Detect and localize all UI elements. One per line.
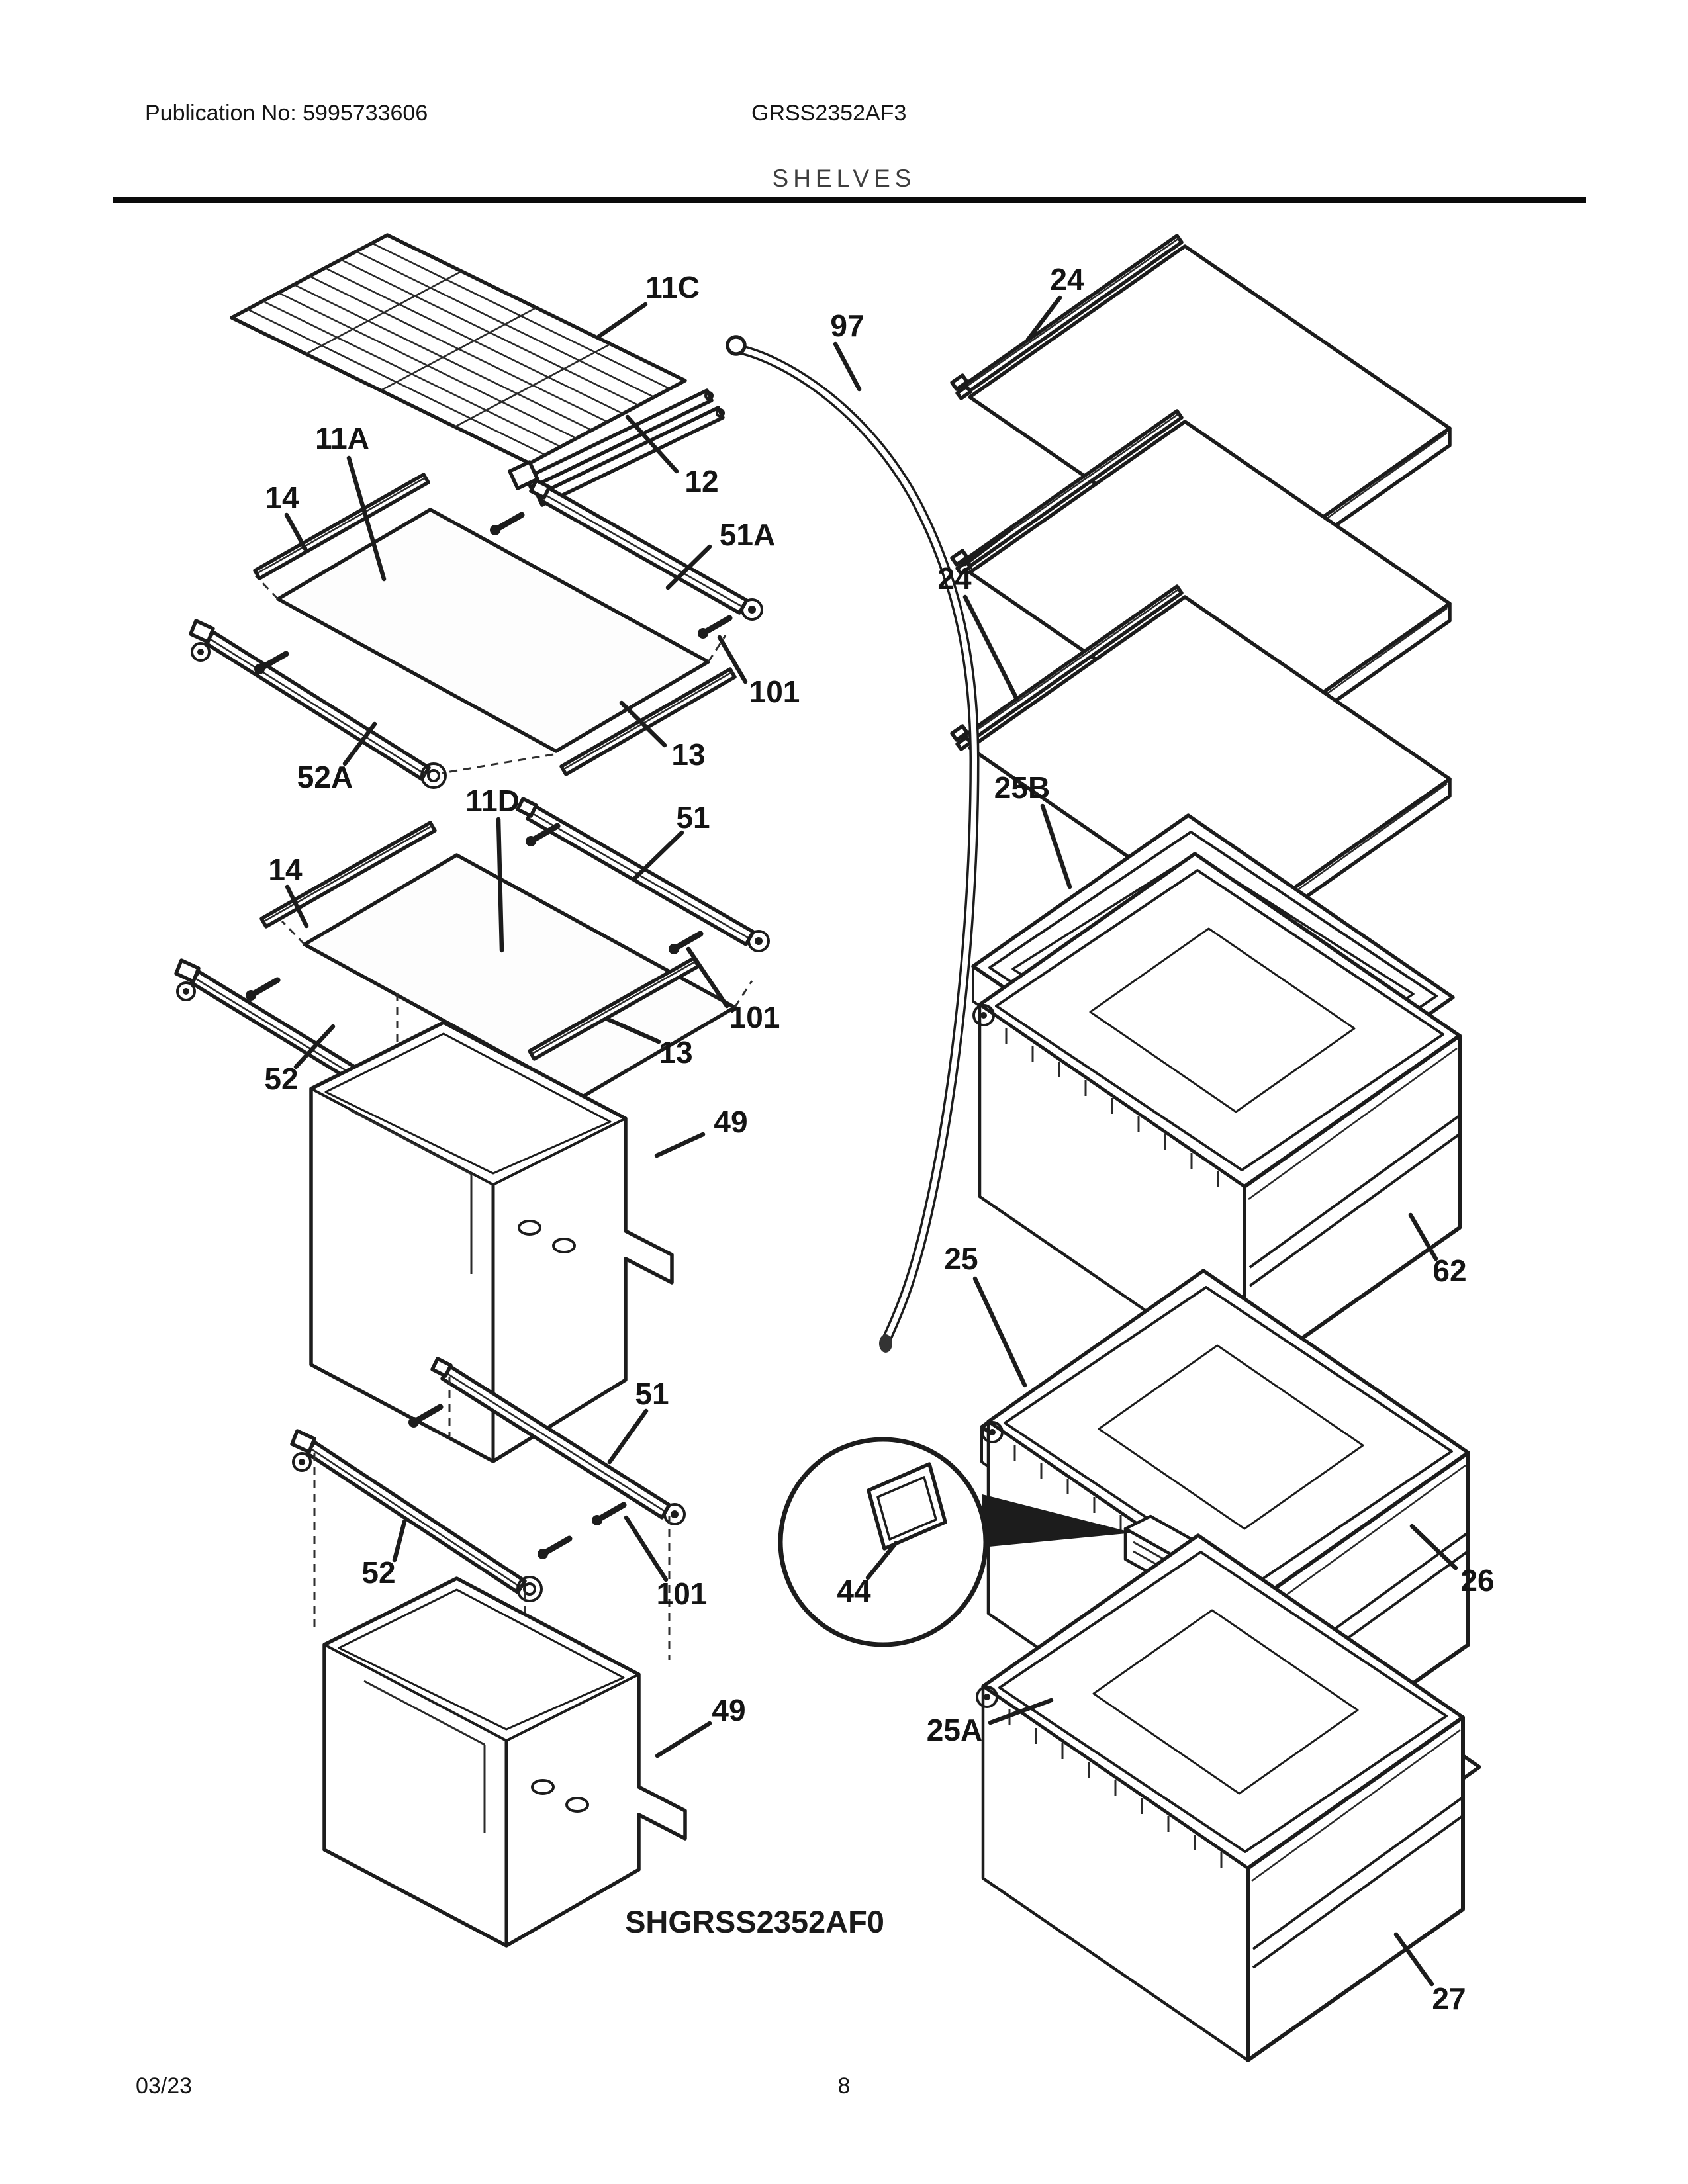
- part-label-49-lower: 49: [712, 1693, 746, 1727]
- part-label-51a: 51A: [719, 518, 776, 552]
- part-label-26: 26: [1460, 1563, 1495, 1598]
- part-label-27: 27: [1432, 1981, 1466, 2016]
- part-label-14-lower: 14: [268, 852, 303, 887]
- part-label-51-lower: 51: [635, 1377, 669, 1411]
- part-label-101-a: 101: [749, 674, 800, 709]
- part-label-97: 97: [830, 308, 865, 343]
- part-label-52-lower: 52: [361, 1555, 396, 1590]
- part-label-12: 12: [684, 464, 719, 498]
- part-label-24-top: 24: [1050, 262, 1084, 296]
- footer-page-number: 8: [837, 2073, 851, 2099]
- model-number: GRSS2352AF3: [751, 101, 907, 126]
- section-title: SHELVES: [772, 165, 916, 192]
- leader-11c: [599, 304, 645, 336]
- part-label-52a: 52A: [297, 760, 353, 794]
- wire-shelf-11c: [232, 235, 685, 463]
- part-label-51-upper: 51: [676, 800, 710, 835]
- leader-25b: [1043, 806, 1070, 887]
- part-label-11d: 11D: [465, 784, 520, 818]
- leader-97: [835, 344, 859, 389]
- footer-date: 03/23: [136, 2073, 193, 2099]
- part-label-25a: 25A: [926, 1713, 983, 1747]
- part-label-13-a: 13: [671, 737, 706, 772]
- part-label-11c: 11C: [645, 270, 700, 304]
- leader-49-upper: [657, 1134, 703, 1156]
- diagram-code: SHGRSS2352AF0: [625, 1904, 884, 1939]
- water-tube-97: [727, 337, 974, 1353]
- leader-51-lower: [610, 1411, 646, 1462]
- leader-25: [975, 1279, 1025, 1385]
- leader-49-lower: [657, 1723, 710, 1756]
- leader-14-upper: [287, 515, 305, 549]
- part-label-44: 44: [837, 1574, 871, 1608]
- part-label-52-upper: 52: [264, 1062, 299, 1096]
- bin-49-lower: [324, 1578, 685, 1946]
- part-label-25b: 25B: [994, 770, 1051, 805]
- part-label-25: 25: [944, 1242, 978, 1276]
- part-label-11a: 11A: [315, 421, 369, 455]
- part-label-13-b: 13: [659, 1035, 693, 1069]
- publication-number: Publication No: 5995733606: [145, 101, 428, 126]
- part-label-14-upper: 14: [265, 480, 299, 515]
- part-label-101-b: 101: [729, 1000, 780, 1034]
- part-label-62: 62: [1432, 1253, 1467, 1288]
- part-label-49-upper: 49: [714, 1105, 748, 1139]
- leader-51-a: [635, 833, 682, 878]
- part-label-24-middle: 24: [937, 561, 972, 596]
- leader-101-c: [626, 1518, 666, 1580]
- part-label-101-c: 101: [656, 1576, 708, 1611]
- leader-52-lower: [395, 1522, 404, 1560]
